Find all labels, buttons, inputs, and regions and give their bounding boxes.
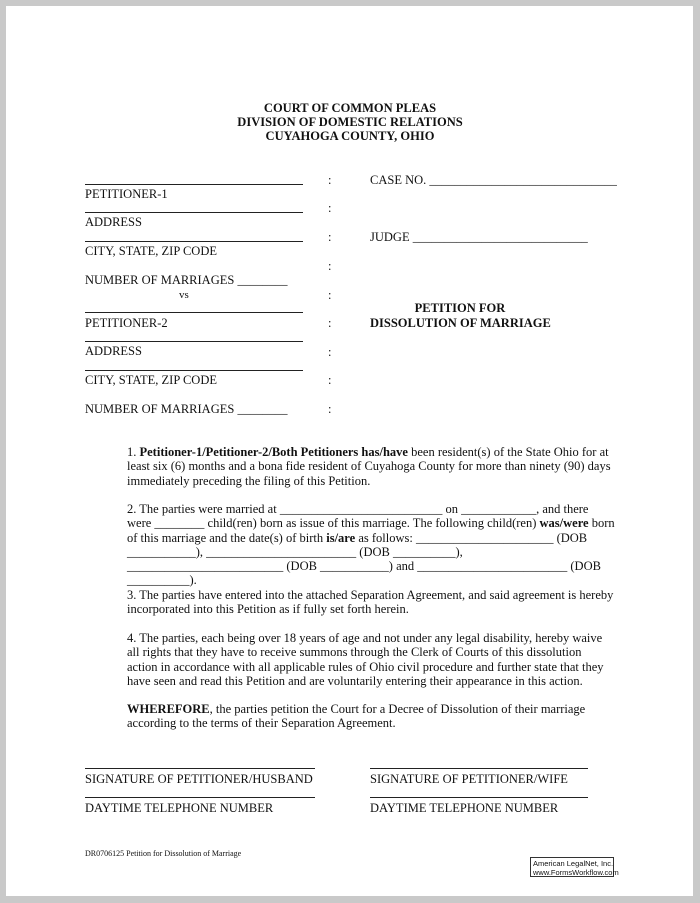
caption-colon: : — [328, 316, 332, 330]
caption-colon: : — [328, 201, 332, 215]
city2-line[interactable] — [85, 370, 303, 371]
paragraph-1 — [85, 445, 615, 488]
city2-label: CITY, STATE, ZIP CODE — [85, 373, 217, 387]
petitioner2-label: PETITIONER-2 — [85, 316, 168, 330]
petitioner1-label: PETITIONER-1 — [85, 187, 168, 201]
caption-colon: : — [328, 230, 332, 244]
petitioner2-name-line[interactable] — [85, 312, 303, 313]
wife-signature-label: SIGNATURE OF PETITIONER/WIFE — [370, 772, 568, 786]
wherefore-clause — [85, 702, 615, 731]
publisher-badge[interactable] — [530, 857, 619, 877]
paragraph-number: 1. — [127, 445, 140, 459]
paragraph-4 — [85, 631, 615, 688]
case-number-field[interactable]: CASE NO. ______________________________ — [370, 173, 617, 187]
address2-label: ADDRESS — [85, 344, 142, 358]
paragraph-3 — [85, 588, 615, 617]
paragraph-2 — [85, 502, 615, 588]
is-are-text: is/are — [326, 530, 356, 545]
paragraph-text: 3. The parties have entered into the attached Separation Agreement, and said agreement is hereby incorporated into this Petition as if fully set forth herein. — [127, 588, 614, 617]
paragraph-text: as follows: ______________________ (DOB ___________), ________________________ (DOB __________), _________________________ (DOB ___________) and ________________________ (DOB __________). — [127, 530, 601, 588]
caption-colon: : — [328, 288, 332, 302]
husband-signature-line[interactable] — [85, 768, 315, 769]
court-name: COURT OF COMMON PLEAS — [263, 101, 437, 115]
husband-phone-label: DAYTIME TELEPHONE NUMBER — [85, 801, 274, 815]
address1-line[interactable] — [85, 212, 303, 213]
marriages1-field[interactable]: NUMBER OF MARRIAGES ________ — [85, 273, 288, 287]
petition-title-line2: DISSOLUTION OF MARRIAGE — [370, 316, 551, 330]
vs-label: vs — [179, 289, 189, 301]
wife-phone-line[interactable] — [370, 797, 588, 798]
form-code: DR0706125 Petition for Dissolution of Marriage — [85, 849, 242, 858]
publisher-url: www.FormsWorkflow.com — [533, 868, 619, 877]
court-division: DIVISION OF DOMESTIC RELATIONS — [237, 115, 463, 129]
judge-field[interactable]: JUDGE ____________________________ — [370, 230, 588, 244]
wife-signature-line[interactable] — [370, 768, 588, 769]
city1-label: CITY, STATE, ZIP CODE — [85, 244, 217, 258]
wife-phone-label: DAYTIME TELEPHONE NUMBER — [370, 801, 559, 815]
publisher-name: American LegalNet, Inc. — [533, 859, 614, 868]
marriages2-field[interactable]: NUMBER OF MARRIAGES ________ — [85, 402, 288, 416]
was-were-text: was/were — [539, 516, 589, 531]
husband-phone-line[interactable] — [85, 797, 315, 798]
caption-colon: : — [328, 373, 332, 387]
paragraph-text: 4. The parties, each being over 18 years of age and not under any legal disability, hereby waive all rights that they have to receive summons through the Clerk of Courts of this dissolution action in accordance with all applicable rules of Ohio civil procedure and further state that they have seen and read this Petition and are voluntarily entering their appearance in this action. — [127, 631, 604, 688]
caption-colon: : — [328, 173, 332, 187]
court-header — [0, 101, 700, 143]
paragraph-text: , the parties petition the Court for a Decree of Dissolution of their marriage according to the terms of their Separation Agreement. — [127, 702, 586, 731]
petitioner1-name-line[interactable] — [85, 184, 303, 185]
caption-colon: : — [328, 345, 332, 359]
husband-signature-label: SIGNATURE OF PETITIONER/HUSBAND — [85, 772, 313, 786]
petition-title-line1: PETITION FOR — [414, 301, 506, 315]
caption-colon: : — [328, 259, 332, 273]
city1-line[interactable] — [85, 241, 303, 242]
address2-line[interactable] — [85, 341, 303, 342]
court-county: CUYAHOGA COUNTY, OHIO — [265, 129, 435, 143]
address1-label: ADDRESS — [85, 215, 142, 229]
paragraph-text: 2. The parties were married at __________________________ on ____________, and there were ________ child(ren) born as issue of this marriage. The following child(ren) — [127, 502, 589, 531]
paragraph-text: born of this marriage and the date(s) of birth — [127, 516, 615, 545]
paragraph-text: been resident(s) of the State Ohio for at least six (6) months and a bona fide resident of Cuyahoga County for more than ninety (90) days immediately preceding the filing of this Petition. — [127, 445, 611, 488]
caption-colon: : — [328, 402, 332, 416]
wherefore-label: WHEREFORE — [127, 702, 210, 716]
petitioner-choice-text: Petitioner-1/Petitioner-2/Both Petitioners has/have — [139, 445, 408, 459]
